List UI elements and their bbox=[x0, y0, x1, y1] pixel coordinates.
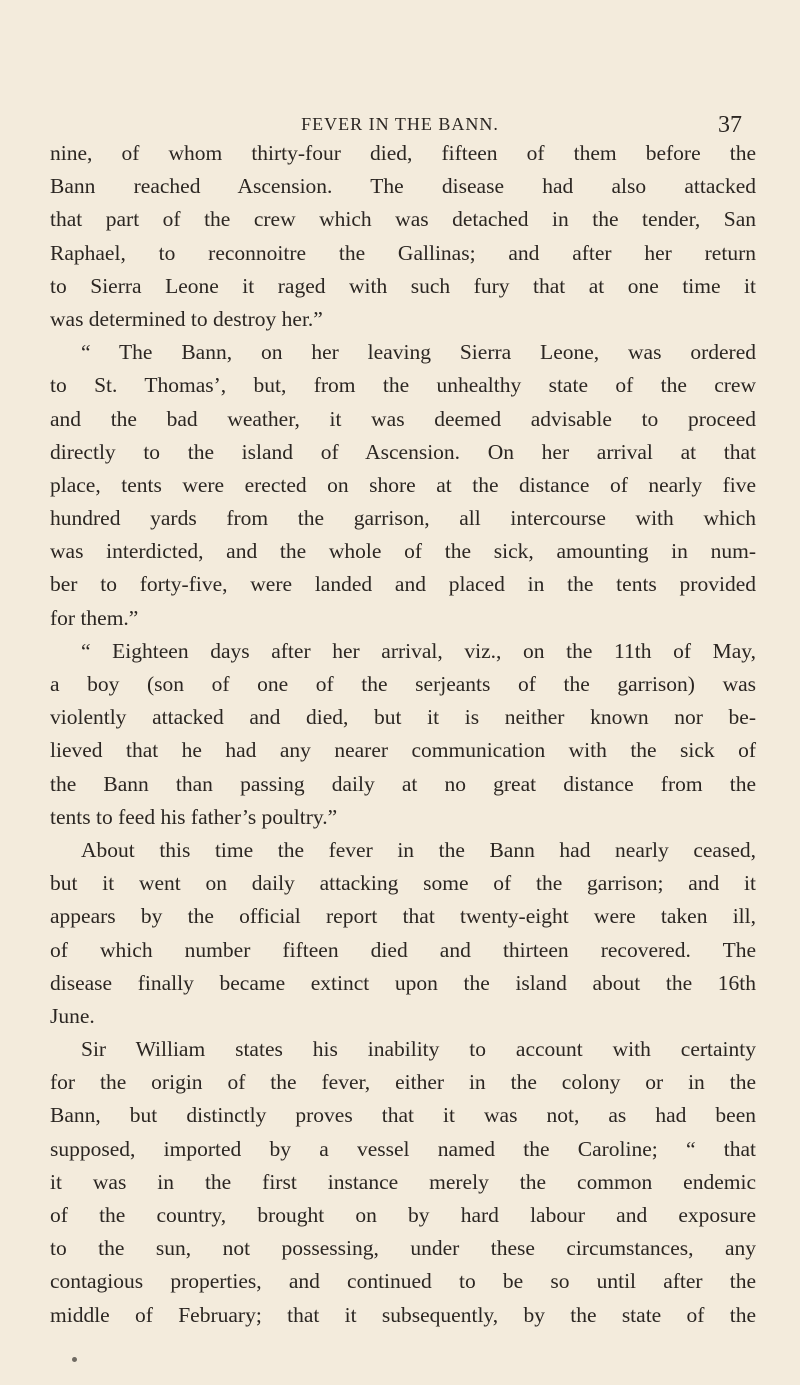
text-line: “ Eighteen days after her arrival, viz., on the 11th of May, bbox=[81, 638, 756, 663]
text-line: tents to feed his father’s poultry.” bbox=[50, 804, 338, 829]
text-line: and the bad weather, it was deemed advisable to proceed bbox=[50, 406, 756, 431]
text-line: supposed, imported by a vessel named the Caroline; “ that bbox=[50, 1136, 756, 1161]
text-line: violently attacked and died, but it is neither known nor be- bbox=[50, 705, 756, 730]
text-line: the Bann than passing daily at no great distance from the bbox=[50, 771, 756, 796]
text-line: that part of the crew which was detached in the tender, San bbox=[50, 207, 756, 232]
text-line: About this time the fever in the Bann had nearly ceased, bbox=[81, 837, 756, 862]
text-line: of which number fifteen died and thirteen recovered. The bbox=[50, 937, 756, 962]
text-line: directly to the island of Ascension. On her arrival at that bbox=[50, 439, 756, 464]
paper-speck bbox=[72, 1357, 77, 1362]
text-line: hundred yards from the garrison, all intercourse with which bbox=[50, 506, 756, 531]
text-line: of the country, brought on by hard labour and exposure bbox=[50, 1203, 756, 1227]
text-line: June. bbox=[50, 1003, 95, 1028]
text-line: ber to forty-five, were landed and placed in the tents provided bbox=[50, 572, 756, 597]
text-line: disease finally became extinct upon the island about the 16th bbox=[50, 970, 756, 995]
text-line: appears by the official report that twenty-eight were taken ill, bbox=[50, 904, 756, 929]
text-line: contagious properties, and continued to be so until after the bbox=[50, 1269, 756, 1294]
text-line: Bann, but distinctly proves that it was not, as had been bbox=[50, 1103, 756, 1128]
text-line: it was in the first instance merely the common endemic bbox=[50, 1169, 756, 1194]
text-line: Sir William states his inability to account with certainty bbox=[81, 1037, 756, 1062]
text-line: for them.” bbox=[50, 605, 139, 630]
page-number: 37 bbox=[718, 112, 742, 138]
text-line: but it went on daily attacking some of the garrison; and it bbox=[50, 871, 756, 896]
text-line: to Sierra Leone it raged with such fury that at one time it bbox=[50, 273, 756, 298]
text-line: to St. Thomas’, but, from the unhealthy state of the crew bbox=[50, 373, 756, 398]
text-line: Raphael, to reconnoitre the Gallinas; and after her return bbox=[50, 240, 756, 265]
text-line: nine, of whom thirty-four died, fifteen of them before the bbox=[50, 141, 756, 165]
text-line: was interdicted, and the whole of the sick, amounting in num- bbox=[50, 539, 756, 564]
text-line: for the origin of the fever, either in the colony or in the bbox=[50, 1070, 756, 1095]
text-line: to the sun, not possessing, under these circumstances, any bbox=[50, 1236, 756, 1261]
text-line: “ The Bann, on her leaving Sierra Leone, was ordered bbox=[81, 340, 756, 365]
text-line: place, tents were erected on shore at the distance of nearly five bbox=[50, 472, 756, 497]
text-line: Bann reached Ascension. The disease had also attacked bbox=[50, 174, 756, 199]
text-line: was determined to destroy her.” bbox=[50, 306, 323, 331]
text-line: a boy (son of one of the serjeants of the garrison) was bbox=[50, 672, 756, 696]
text-line: middle of February; that it subsequently, by the state of the bbox=[50, 1302, 756, 1327]
body-text bbox=[50, 137, 756, 1332]
text-line: lieved that he had any nearer communication with the sick of bbox=[50, 738, 756, 763]
running-head: FEVER IN THE BANN. bbox=[301, 114, 499, 134]
